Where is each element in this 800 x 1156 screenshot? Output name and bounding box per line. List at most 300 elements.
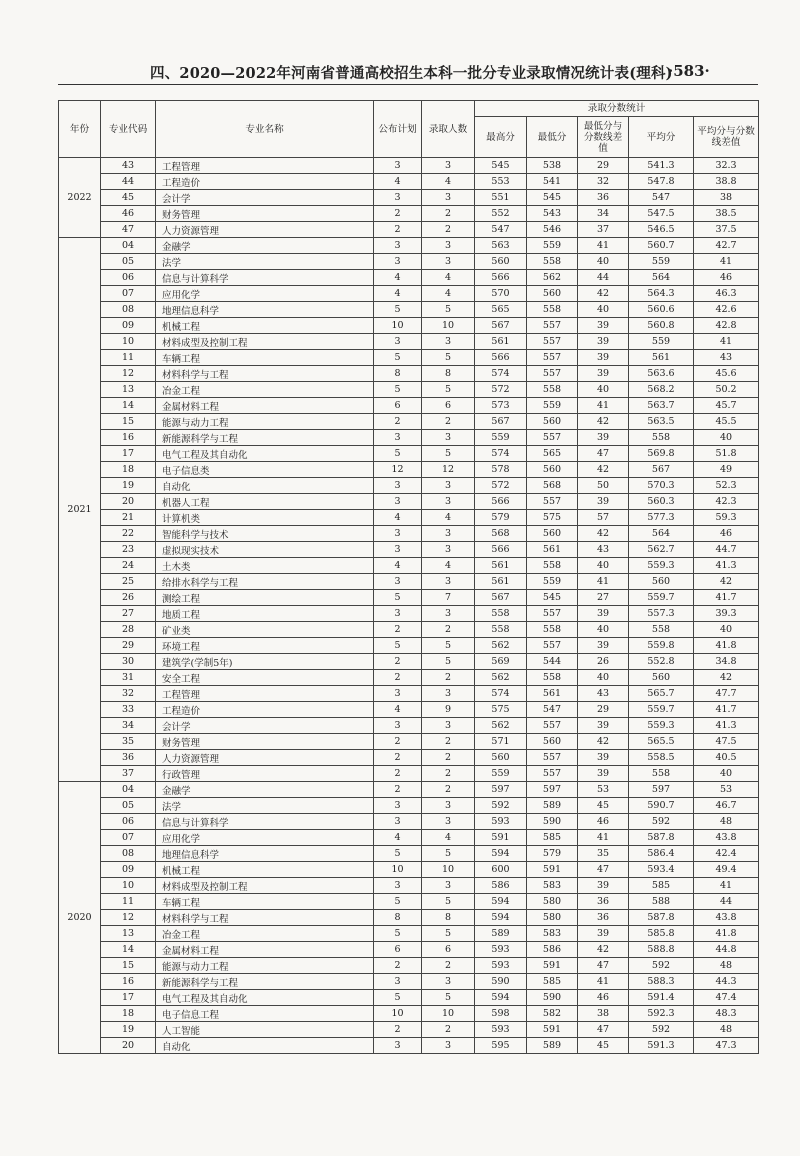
avg-diff-cell: 42.8: [694, 318, 759, 334]
plan-cell: 6: [374, 398, 422, 414]
col-header-score-group: 录取分数统计: [475, 101, 759, 117]
max-cell: 566: [475, 542, 527, 558]
name-cell: 行政管理: [156, 766, 374, 782]
admitted-cell: 4: [422, 286, 475, 302]
name-cell: 矿业类: [156, 622, 374, 638]
plan-cell: 2: [374, 1022, 422, 1038]
plan-cell: 3: [374, 430, 422, 446]
min-cell: 565: [527, 446, 578, 462]
max-cell: 568: [475, 526, 527, 542]
plan-cell: 3: [374, 494, 422, 510]
admitted-cell: 2: [422, 622, 475, 638]
min-cell: 557: [527, 638, 578, 654]
avg-diff-cell: 41.3: [694, 718, 759, 734]
avg-cell: 564: [629, 270, 694, 286]
min-diff-cell: 43: [578, 542, 629, 558]
table-row: [59, 878, 759, 894]
table-row: [59, 670, 759, 686]
plan-cell: 10: [374, 1006, 422, 1022]
col-header-year: 年份: [59, 101, 101, 158]
admitted-cell: 5: [422, 926, 475, 942]
name-cell: 安全工程: [156, 670, 374, 686]
code-cell: 13: [101, 382, 156, 398]
col-header-plan: 公布计划: [374, 101, 422, 158]
admitted-cell: 5: [422, 894, 475, 910]
max-cell: 593: [475, 814, 527, 830]
min-diff-cell: 45: [578, 798, 629, 814]
max-cell: 573: [475, 398, 527, 414]
col-header-max: 最高分: [475, 117, 527, 158]
max-cell: 562: [475, 638, 527, 654]
avg-cell: 585: [629, 878, 694, 894]
name-cell: 计算机类: [156, 510, 374, 526]
plan-cell: 4: [374, 286, 422, 302]
min-cell: 557: [527, 350, 578, 366]
name-cell: 信息与计算科学: [156, 814, 374, 830]
plan-cell: 4: [374, 510, 422, 526]
admitted-cell: 3: [422, 974, 475, 990]
max-cell: 569: [475, 654, 527, 670]
min-diff-cell: 42: [578, 942, 629, 958]
plan-cell: 3: [374, 686, 422, 702]
code-cell: 08: [101, 302, 156, 318]
admitted-cell: 3: [422, 542, 475, 558]
table-row: [59, 590, 759, 606]
avg-cell: 587.8: [629, 830, 694, 846]
min-diff-cell: 39: [578, 878, 629, 894]
plan-cell: 2: [374, 206, 422, 222]
avg-diff-cell: 38.8: [694, 174, 759, 190]
admitted-cell: 2: [422, 782, 475, 798]
avg-cell: 557.3: [629, 606, 694, 622]
min-diff-cell: 47: [578, 862, 629, 878]
avg-diff-cell: 49.4: [694, 862, 759, 878]
name-cell: 电子信息类: [156, 462, 374, 478]
avg-diff-cell: 42.6: [694, 302, 759, 318]
col-header-min: 最低分: [527, 117, 578, 158]
col-header-code: 专业代码: [101, 101, 156, 158]
min-diff-cell: 43: [578, 686, 629, 702]
name-cell: 自动化: [156, 1038, 374, 1054]
table-row: [59, 382, 759, 398]
plan-cell: 3: [374, 814, 422, 830]
name-cell: 人力资源管理: [156, 750, 374, 766]
admitted-cell: 6: [422, 942, 475, 958]
min-diff-cell: 39: [578, 430, 629, 446]
avg-cell: 593.4: [629, 862, 694, 878]
min-diff-cell: 57: [578, 510, 629, 526]
max-cell: 559: [475, 766, 527, 782]
admission-table: [58, 100, 759, 1054]
avg-diff-cell: 46.7: [694, 798, 759, 814]
plan-cell: 5: [374, 350, 422, 366]
code-cell: 09: [101, 318, 156, 334]
avg-diff-cell: 48: [694, 958, 759, 974]
min-diff-cell: 39: [578, 926, 629, 942]
min-cell: 586: [527, 942, 578, 958]
plan-cell: 8: [374, 910, 422, 926]
avg-diff-cell: 45.6: [694, 366, 759, 382]
avg-cell: 567: [629, 462, 694, 478]
name-cell: 法学: [156, 798, 374, 814]
table-row: [59, 462, 759, 478]
min-diff-cell: 40: [578, 670, 629, 686]
avg-diff-cell: 44.3: [694, 974, 759, 990]
year-cell: 2021: [59, 238, 101, 782]
code-cell: 05: [101, 254, 156, 270]
min-diff-cell: 26: [578, 654, 629, 670]
avg-diff-cell: 47.5: [694, 734, 759, 750]
avg-cell: 597: [629, 782, 694, 798]
min-cell: 558: [527, 302, 578, 318]
min-cell: 558: [527, 254, 578, 270]
avg-diff-cell: 45.5: [694, 414, 759, 430]
table-row: [59, 814, 759, 830]
min-diff-cell: 42: [578, 734, 629, 750]
min-diff-cell: 41: [578, 830, 629, 846]
avg-diff-cell: 59.3: [694, 510, 759, 526]
name-cell: 金融学: [156, 238, 374, 254]
avg-cell: 547: [629, 190, 694, 206]
min-diff-cell: 36: [578, 910, 629, 926]
code-cell: 24: [101, 558, 156, 574]
code-cell: 26: [101, 590, 156, 606]
min-cell: 559: [527, 574, 578, 590]
name-cell: 车辆工程: [156, 350, 374, 366]
avg-cell: 558: [629, 622, 694, 638]
avg-diff-cell: 48: [694, 814, 759, 830]
table-row: [59, 894, 759, 910]
avg-cell: 564.3: [629, 286, 694, 302]
avg-cell: 547.8: [629, 174, 694, 190]
plan-cell: 4: [374, 830, 422, 846]
min-cell: 591: [527, 958, 578, 974]
min-diff-cell: 29: [578, 702, 629, 718]
min-cell: 559: [527, 238, 578, 254]
max-cell: 592: [475, 798, 527, 814]
min-cell: 558: [527, 558, 578, 574]
table-row: [59, 238, 759, 254]
min-cell: 590: [527, 990, 578, 1006]
table-row: [59, 1022, 759, 1038]
plan-cell: 4: [374, 558, 422, 574]
avg-cell: 592.3: [629, 1006, 694, 1022]
min-cell: 557: [527, 334, 578, 350]
name-cell: 能源与动力工程: [156, 414, 374, 430]
avg-cell: 559: [629, 254, 694, 270]
table-body: [59, 158, 759, 1054]
admitted-cell: 5: [422, 350, 475, 366]
table-row: [59, 686, 759, 702]
min-diff-cell: 27: [578, 590, 629, 606]
col-header-name: 专业名称: [156, 101, 374, 158]
code-cell: 14: [101, 398, 156, 414]
max-cell: 547: [475, 222, 527, 238]
name-cell: 电气工程及其自动化: [156, 990, 374, 1006]
col-header-avg: 平均分: [629, 117, 694, 158]
plan-cell: 10: [374, 318, 422, 334]
avg-cell: 592: [629, 958, 694, 974]
avg-diff-cell: 38.5: [694, 206, 759, 222]
avg-cell: 559.7: [629, 590, 694, 606]
max-cell: 594: [475, 990, 527, 1006]
admitted-cell: 3: [422, 478, 475, 494]
code-cell: 20: [101, 1038, 156, 1054]
avg-cell: 588: [629, 894, 694, 910]
plan-cell: 3: [374, 606, 422, 622]
name-cell: 新能源科学与工程: [156, 974, 374, 990]
table-row: [59, 958, 759, 974]
avg-cell: 577.3: [629, 510, 694, 526]
name-cell: 金融学: [156, 782, 374, 798]
code-cell: 16: [101, 430, 156, 446]
table-row: [59, 1006, 759, 1022]
code-cell: 14: [101, 942, 156, 958]
admitted-cell: 5: [422, 990, 475, 1006]
name-cell: 测绘工程: [156, 590, 374, 606]
code-cell: 23: [101, 542, 156, 558]
admitted-cell: 3: [422, 238, 475, 254]
min-diff-cell: 44: [578, 270, 629, 286]
max-cell: 552: [475, 206, 527, 222]
min-cell: 557: [527, 766, 578, 782]
max-cell: 561: [475, 558, 527, 574]
plan-cell: 3: [374, 478, 422, 494]
max-cell: 600: [475, 862, 527, 878]
min-cell: 545: [527, 190, 578, 206]
avg-diff-cell: 46: [694, 270, 759, 286]
min-diff-cell: 41: [578, 574, 629, 590]
table-row: [59, 254, 759, 270]
plan-cell: 5: [374, 638, 422, 654]
code-cell: 17: [101, 446, 156, 462]
admitted-cell: 2: [422, 766, 475, 782]
name-cell: 自动化: [156, 478, 374, 494]
avg-cell: 563.5: [629, 414, 694, 430]
table-row: [59, 350, 759, 366]
avg-cell: 562.7: [629, 542, 694, 558]
table-row: [59, 910, 759, 926]
min-cell: 591: [527, 862, 578, 878]
name-cell: 人工智能: [156, 1022, 374, 1038]
min-cell: 561: [527, 542, 578, 558]
name-cell: 地理信息科学: [156, 846, 374, 862]
min-cell: 560: [527, 734, 578, 750]
code-cell: 07: [101, 830, 156, 846]
max-cell: 567: [475, 590, 527, 606]
name-cell: 工程管理: [156, 158, 374, 174]
name-cell: 材料科学与工程: [156, 366, 374, 382]
table-row: [59, 334, 759, 350]
table-row: [59, 718, 759, 734]
min-diff-cell: 46: [578, 814, 629, 830]
name-cell: 冶金工程: [156, 382, 374, 398]
min-cell: 560: [527, 526, 578, 542]
min-cell: 557: [527, 430, 578, 446]
name-cell: 会计学: [156, 190, 374, 206]
name-cell: 土木类: [156, 558, 374, 574]
max-cell: 597: [475, 782, 527, 798]
table-row: [59, 974, 759, 990]
min-cell: 541: [527, 174, 578, 190]
name-cell: 工程造价: [156, 702, 374, 718]
max-cell: 591: [475, 830, 527, 846]
min-diff-cell: 42: [578, 414, 629, 430]
avg-diff-cell: 43.8: [694, 830, 759, 846]
code-cell: 07: [101, 286, 156, 302]
avg-diff-cell: 39.3: [694, 606, 759, 622]
admitted-cell: 3: [422, 606, 475, 622]
code-cell: 34: [101, 718, 156, 734]
min-cell: 557: [527, 606, 578, 622]
table-row: [59, 366, 759, 382]
code-cell: 22: [101, 526, 156, 542]
avg-diff-cell: 38: [694, 190, 759, 206]
admitted-cell: 7: [422, 590, 475, 606]
avg-cell: 592: [629, 814, 694, 830]
min-cell: 558: [527, 622, 578, 638]
table-row: [59, 846, 759, 862]
admitted-cell: 5: [422, 638, 475, 654]
admitted-cell: 2: [422, 670, 475, 686]
max-cell: 593: [475, 958, 527, 974]
avg-cell: 585.8: [629, 926, 694, 942]
table-row: [59, 574, 759, 590]
min-cell: 560: [527, 462, 578, 478]
table-row: [59, 414, 759, 430]
max-cell: 578: [475, 462, 527, 478]
avg-diff-cell: 44.8: [694, 942, 759, 958]
min-cell: 557: [527, 750, 578, 766]
plan-cell: 2: [374, 750, 422, 766]
plan-cell: 4: [374, 702, 422, 718]
code-cell: 30: [101, 654, 156, 670]
admitted-cell: 2: [422, 414, 475, 430]
plan-cell: 6: [374, 942, 422, 958]
admitted-cell: 4: [422, 174, 475, 190]
admitted-cell: 3: [422, 334, 475, 350]
avg-diff-cell: 42.7: [694, 238, 759, 254]
admitted-cell: 3: [422, 574, 475, 590]
admitted-cell: 3: [422, 526, 475, 542]
avg-cell: 591.3: [629, 1038, 694, 1054]
code-cell: 29: [101, 638, 156, 654]
table-row: [59, 510, 759, 526]
name-cell: 机械工程: [156, 318, 374, 334]
max-cell: 559: [475, 430, 527, 446]
plan-cell: 2: [374, 670, 422, 686]
avg-cell: 541.3: [629, 158, 694, 174]
plan-cell: 2: [374, 414, 422, 430]
plan-cell: 8: [374, 366, 422, 382]
min-cell: 589: [527, 1038, 578, 1054]
min-diff-cell: 39: [578, 366, 629, 382]
avg-cell: 565.5: [629, 734, 694, 750]
code-cell: 19: [101, 478, 156, 494]
admitted-cell: 3: [422, 718, 475, 734]
admitted-cell: 2: [422, 750, 475, 766]
max-cell: 566: [475, 494, 527, 510]
code-cell: 20: [101, 494, 156, 510]
plan-cell: 3: [374, 718, 422, 734]
plan-cell: 3: [374, 238, 422, 254]
code-cell: 11: [101, 350, 156, 366]
admitted-cell: 3: [422, 254, 475, 270]
admitted-cell: 10: [422, 1006, 475, 1022]
code-cell: 05: [101, 798, 156, 814]
min-diff-cell: 42: [578, 526, 629, 542]
avg-diff-cell: 47.4: [694, 990, 759, 1006]
max-cell: 561: [475, 334, 527, 350]
min-cell: 579: [527, 846, 578, 862]
min-cell: 559: [527, 398, 578, 414]
plan-cell: 2: [374, 782, 422, 798]
avg-cell: 588.8: [629, 942, 694, 958]
name-cell: 应用化学: [156, 830, 374, 846]
avg-cell: 590.7: [629, 798, 694, 814]
plan-cell: 2: [374, 958, 422, 974]
code-cell: 31: [101, 670, 156, 686]
min-cell: 590: [527, 814, 578, 830]
min-diff-cell: 53: [578, 782, 629, 798]
plan-cell: 4: [374, 270, 422, 286]
plan-cell: 4: [374, 174, 422, 190]
avg-diff-cell: 50.2: [694, 382, 759, 398]
avg-cell: 547.5: [629, 206, 694, 222]
name-cell: 应用化学: [156, 286, 374, 302]
max-cell: 594: [475, 910, 527, 926]
max-cell: 586: [475, 878, 527, 894]
plan-cell: 3: [374, 542, 422, 558]
name-cell: 机械工程: [156, 862, 374, 878]
code-cell: 11: [101, 894, 156, 910]
min-cell: 557: [527, 718, 578, 734]
table-row: [59, 446, 759, 462]
min-diff-cell: 45: [578, 1038, 629, 1054]
code-cell: 44: [101, 174, 156, 190]
code-cell: 43: [101, 158, 156, 174]
table-row: [59, 302, 759, 318]
min-cell: 583: [527, 926, 578, 942]
avg-cell: 546.5: [629, 222, 694, 238]
plan-cell: 3: [374, 254, 422, 270]
min-diff-cell: 47: [578, 446, 629, 462]
name-cell: 车辆工程: [156, 894, 374, 910]
max-cell: 562: [475, 670, 527, 686]
col-header-admitted: 录取人数: [422, 101, 475, 158]
plan-cell: 2: [374, 654, 422, 670]
admitted-cell: 12: [422, 462, 475, 478]
admitted-cell: 10: [422, 318, 475, 334]
max-cell: 579: [475, 510, 527, 526]
avg-diff-cell: 44: [694, 894, 759, 910]
min-cell: 585: [527, 974, 578, 990]
admitted-cell: 4: [422, 558, 475, 574]
admitted-cell: 8: [422, 910, 475, 926]
min-cell: 543: [527, 206, 578, 222]
min-diff-cell: 39: [578, 334, 629, 350]
plan-cell: 2: [374, 622, 422, 638]
max-cell: 551: [475, 190, 527, 206]
code-cell: 06: [101, 814, 156, 830]
table-row: [59, 318, 759, 334]
min-diff-cell: 38: [578, 1006, 629, 1022]
admitted-cell: 10: [422, 862, 475, 878]
max-cell: 561: [475, 574, 527, 590]
code-cell: 04: [101, 238, 156, 254]
plan-cell: 5: [374, 446, 422, 462]
min-cell: 580: [527, 910, 578, 926]
